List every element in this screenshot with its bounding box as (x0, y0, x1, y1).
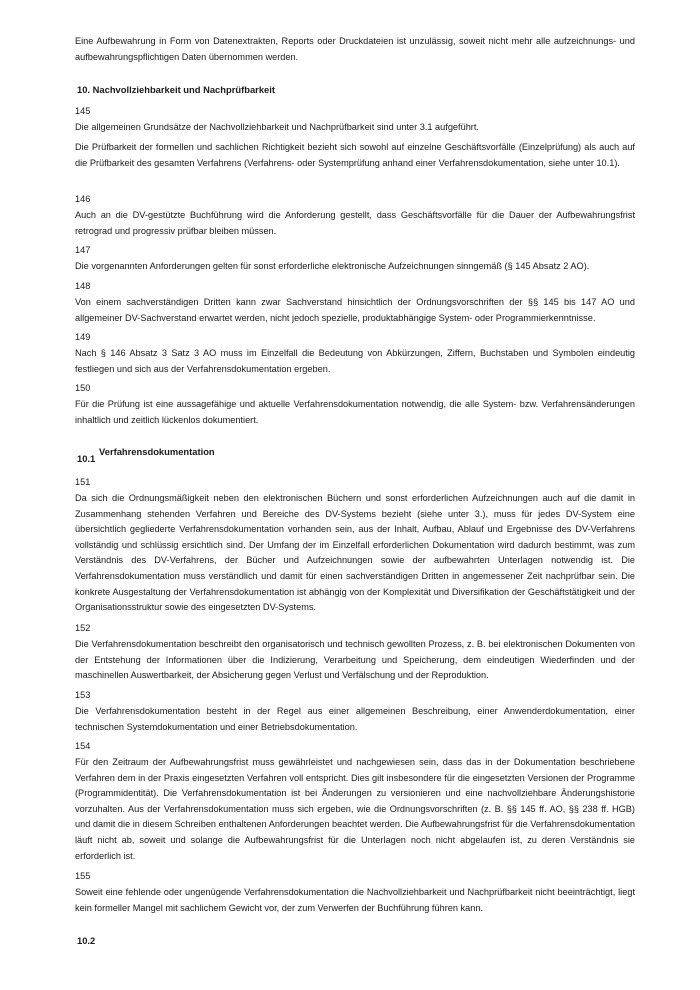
section-10-1-title: Verfahrensdokumentation (99, 446, 215, 457)
para-154-text: Für den Zeitraum der Aufbewahrungsfrist muss gewährleistet und nachgewiesen sein, dass das in der Dokumentation beschriebene Verfahren dem in der Praxis eingesetzten Verfahren voll entspricht. Dies gilt insbesondere für die eingesetzten Versionen der Programme (Programmidentität). Die Verfahrensdokumentation ist bei Änderungen zu versionieren und eine nachvollziehbare Änderungshistorie vorzuhalten. Aus der Verfahrensdokumentation muss sich ergeben, wie die Ordnungsvorschriften (z. B. §§ 145 ff. AO, §§ 238 ff. HGB) und damit die in diesem Schreiben enthaltenen Anforderungen beachtet werden. Die Aufbewahrungsfrist für die Verfahrensdokumentation läuft nicht ab, soweit und solange die Aufbewahrungsfrist für die Unterlagen noch nicht abgelaufen ist, zu deren Verständnis sie erforderlich ist. (75, 757, 635, 861)
section-10-1-number: 10.1 (77, 453, 96, 464)
para-number-147: 147 (75, 245, 91, 255)
para-145-text-b: Die Prüfbarkeit der formellen und sachlichen Richtigkeit bezieht sich sowohl auf einzelne Geschäftsvorfälle (Einzelprüfung) als auch auf die Prüfbarkeit des gesamten Verfahrens (Verfahrens- oder Systemprüfung anhand einer Verfahrensdokumentation, siehe unter 10.1). (75, 142, 635, 168)
para-145-text-a: Die allgemeinen Grundsätze der Nachvollziehbarkeit und Nachprüfbarkeit sind unter 3.1 aufgeführt. (75, 122, 479, 132)
para-number-152: 152 (75, 623, 91, 633)
para-146-text: Auch an die DV-gestützte Buchführung wird die Anforderung gestellt, dass Geschäftsvorfälle für die Dauer der Aufbewahrungsfrist retrograd und progressiv prüfbar bleiben müssen. (75, 210, 635, 236)
para-number-150: 150 (75, 383, 91, 393)
section-10-2-number: 10.2 (77, 935, 96, 946)
section-10-heading: 10. Nachvollziehbarkeit und Nachprüfbarkeit (77, 84, 275, 95)
para-147-text: Die vorgenannten Anforderungen gelten für sonst erforderliche elektronische Aufzeichnungen sinngemäß (§ 145 Absatz 2 AO). (75, 261, 590, 271)
para-148-text: Von einem sachverständigen Dritten kann zwar Sachverstand hinsichtlich der Ordnungsvorschriften der §§ 145 bis 147 AO und allgemeiner DV-Sachverstand erwartet werden, nicht jedoch spezielle, produktabhängige System- oder Programmierkenntnisse. (75, 297, 635, 323)
para-153-text: Die Verfahrensdokumentation besteht in der Regel aus einer allgemeinen Beschreibung, einer Anwenderdokumentation, einer technischen Systemdokumentation und einer Betriebsdokumentation. (75, 706, 635, 732)
para-number-151: 151 (75, 477, 91, 487)
para-150-text: Für die Prüfung ist eine aussagefähige und aktuelle Verfahrensdokumentation notwendig, die alle System- bzw. Verfahrensänderungen inhaltlich und zeitlich lückenlos dokumentiert. (75, 399, 635, 425)
para-155-text: Soweit eine fehlende oder ungenügende Verfahrensdokumentation die Nachvollziehbarkeit und Nachprüfbarkeit nicht beeinträchtigt, liegt kein formeller Mangel mit sachlichem Gewicht vor, der zum Verwerfen der Buchführung führen kann. (75, 887, 635, 913)
para-149-text: Nach § 146 Absatz 3 Satz 3 AO muss im Einzelfall die Bedeutung von Abkürzungen, Ziffern, Buchstaben und Symbolen eindeutig festliegen und sich aus der Verfahrensdokumentation ergeben. (75, 348, 635, 374)
para-number-146: 146 (75, 194, 91, 204)
para-number-145: 145 (75, 106, 91, 116)
para-number-153: 153 (75, 690, 91, 700)
para-number-155: 155 (75, 871, 91, 881)
para-number-148: 148 (75, 281, 91, 291)
para-number-149: 149 (75, 332, 91, 342)
para-152-text: Die Verfahrensdokumentation beschreibt den organisatorisch und technisch gewollten Prozess, z. B. bei elektronischen Dokumenten von der Entstehung der Informationen über die Indizierung, Verarbeitung und Speicherung, dem eindeutigen Wiederfinden und der maschinellen Auswertbarkeit, der Absicherung gegen Verlust und Verfälschung und der Reproduktion. (75, 639, 635, 681)
para-151-text: Da sich die Ordnungsmäßigkeit neben den elektronischen Büchern und sonst erforderlichen Aufzeichnungen auch auf die damit in Zusammenhang stehenden Verfahren und Bereiche des DV-Systems bezieht (siehe unter 3.), muss für jedes DV-System eine übersichtlich gegliederte Verfahrensdokumentation vorhanden sein, aus der Inhalt, Aufbau, Ablauf und Ergebnisse des DV-Verfahrens vollständig und schlüssig ersichtlich sind. Der Umfang der im Einzelfall erforderlichen Dokumentation wird dadurch bestimmt, was zum Verständnis des DV-Verfahrens, der Bücher und Aufzeichnungen sowie der aufbewahrten Unterlagen notwendig ist. Die Verfahrensdokumentation muss verständlich und damit für einen sachverständigen Dritten in angemessener Zeit nachprüfbar sein. Die konkrete Ausgestaltung der Verfahrensdokumentation ist abhängig von der Komplexität und Diversifikation der Geschäftstätigkeit und der Organisationsstruktur sowie des eingesetzten DV-Systems. (75, 493, 635, 613)
intro-paragraph: Eine Aufbewahrung in Form von Datenextrakten, Reports oder Druckdateien ist unzulässig, soweit nicht mehr alle aufzeichnungs- und aufbewahrungspflichtigen Daten übernommen werden. (75, 36, 635, 62)
para-number-154: 154 (75, 741, 91, 751)
